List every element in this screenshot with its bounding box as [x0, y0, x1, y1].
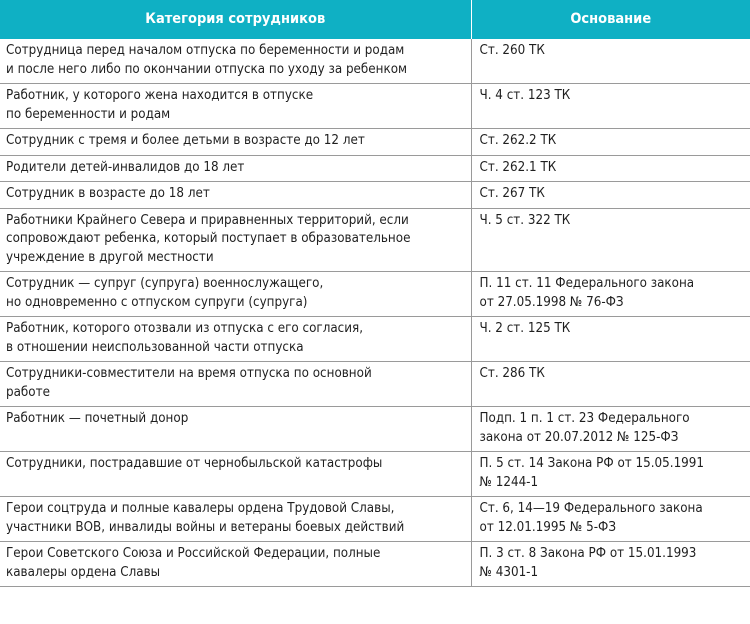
header-basis: Основание	[471, 0, 750, 39]
table-row	[0, 497, 750, 542]
table-row	[0, 317, 750, 362]
category-line: и после него либо по окончании отпуска по уходу за ребенком	[6, 61, 408, 77]
table-row	[0, 84, 750, 129]
header-row	[0, 0, 750, 39]
category-line: Герои Советского Союза и Российской Федерации, полные	[6, 546, 381, 561]
basis-cell	[471, 542, 750, 587]
category-line: участники ВОВ, инвалиды войны и ветераны боевых действий	[6, 519, 405, 535]
basis-line: Ч. 5 ст. 322 ТК	[479, 212, 571, 228]
category-line: Работники Крайнего Севера и приравненных территорий, если	[6, 212, 409, 228]
basis-cell	[471, 39, 750, 84]
basis-cell	[471, 497, 750, 542]
basis-line: № 1244-1	[479, 474, 539, 490]
category-line: Работник, у которого жена находится в отпуске	[6, 88, 314, 103]
category-cell	[0, 497, 471, 542]
category-cell	[0, 208, 471, 272]
basis-cell	[471, 317, 750, 362]
basis-cell	[471, 84, 750, 129]
table-row	[0, 542, 750, 587]
category-line: Сотрудники-совместители на время отпуска по основной	[6, 366, 372, 381]
category-line: Родители детей-инвалидов до 18 лет	[6, 159, 245, 175]
category-cell	[0, 317, 471, 362]
basis-line: Ст. 260 ТК	[479, 43, 545, 58]
basis-cell	[471, 155, 750, 182]
basis-cell	[471, 129, 750, 156]
basis-line: П. 11 ст. 11 Федерального закона	[479, 276, 695, 291]
table-row	[0, 129, 750, 156]
basis-cell	[471, 272, 750, 317]
category-cell	[0, 362, 471, 407]
category-cell	[0, 155, 471, 182]
basis-line: Ч. 4 ст. 123 ТК	[479, 88, 571, 103]
basis-line: Ст. 6, 14—19 Федерального закона	[479, 501, 703, 516]
table-header	[0, 0, 750, 39]
table-body	[0, 39, 750, 587]
category-cell	[0, 272, 471, 317]
category-cell	[0, 84, 471, 129]
basis-line: закона от 20.07.2012 № 125-ФЗ	[479, 429, 679, 445]
category-line: работе	[6, 384, 50, 400]
category-cell	[0, 407, 471, 452]
category-cell	[0, 542, 471, 587]
table-row	[0, 407, 750, 452]
category-line: в отношении неиспользованной части отпуска	[6, 339, 304, 355]
table-row	[0, 39, 750, 84]
table-row	[0, 452, 750, 497]
category-line: учреждение в другой местности	[6, 249, 214, 265]
basis-line: Ст. 262.1 ТК	[479, 159, 557, 175]
category-line: Работник, которого отозвали из отпуска с его согласия,	[6, 321, 364, 336]
basis-line: П. 5 ст. 14 Закона РФ от 15.05.1991	[479, 456, 705, 471]
header-category: Категория сотрудников	[0, 0, 471, 39]
category-line: Герои соцтруда и полные кавалеры ордена Трудовой Славы,	[6, 501, 395, 516]
table-row	[0, 182, 750, 209]
basis-line: Ч. 2 ст. 125 ТК	[479, 321, 571, 336]
basis-line: № 4301-1	[479, 564, 539, 580]
basis-line: Ст. 267 ТК	[479, 186, 545, 201]
basis-line: Ст. 286 ТК	[479, 366, 545, 381]
basis-line: от 27.05.1998 № 76-ФЗ	[479, 294, 624, 310]
basis-cell	[471, 208, 750, 272]
basis-line: Подп. 1 п. 1 ст. 23 Федерального	[479, 411, 690, 426]
category-line: Сотрудники, пострадавшие от чернобыльской катастрофы	[6, 456, 383, 471]
category-cell	[0, 182, 471, 209]
category-line: кавалеры ордена Славы	[6, 564, 161, 580]
category-line: Сотрудник с тремя и более детьми в возрасте до 12 лет	[6, 133, 365, 148]
basis-line: Ст. 262.2 ТК	[479, 133, 557, 148]
category-cell	[0, 129, 471, 156]
category-cell	[0, 39, 471, 84]
category-cell	[0, 452, 471, 497]
basis-line: П. 3 ст. 8 Закона РФ от 15.01.1993	[479, 546, 697, 561]
table-row	[0, 208, 750, 272]
category-line: Работник — почетный донор	[6, 411, 189, 426]
table-row	[0, 155, 750, 182]
basis-cell	[471, 407, 750, 452]
table-row	[0, 362, 750, 407]
basis-line: от 12.01.1995 № 5-ФЗ	[479, 519, 616, 535]
table-row	[0, 272, 750, 317]
category-line: но одновременно с отпуском супруги (супруга)	[6, 294, 308, 310]
category-line: Сотрудник в возрасте до 18 лет	[6, 186, 210, 201]
basis-cell	[471, 182, 750, 209]
basis-cell	[471, 452, 750, 497]
category-line: Сотрудница перед началом отпуска по беременности и родам	[6, 43, 405, 58]
category-line: сопровождают ребенка, который поступает в образовательное	[6, 231, 411, 246]
category-line: Сотрудник — супруг (супруга) военнослужащего,	[6, 276, 324, 291]
category-line: по беременности и родам	[6, 106, 171, 122]
basis-cell	[471, 362, 750, 407]
